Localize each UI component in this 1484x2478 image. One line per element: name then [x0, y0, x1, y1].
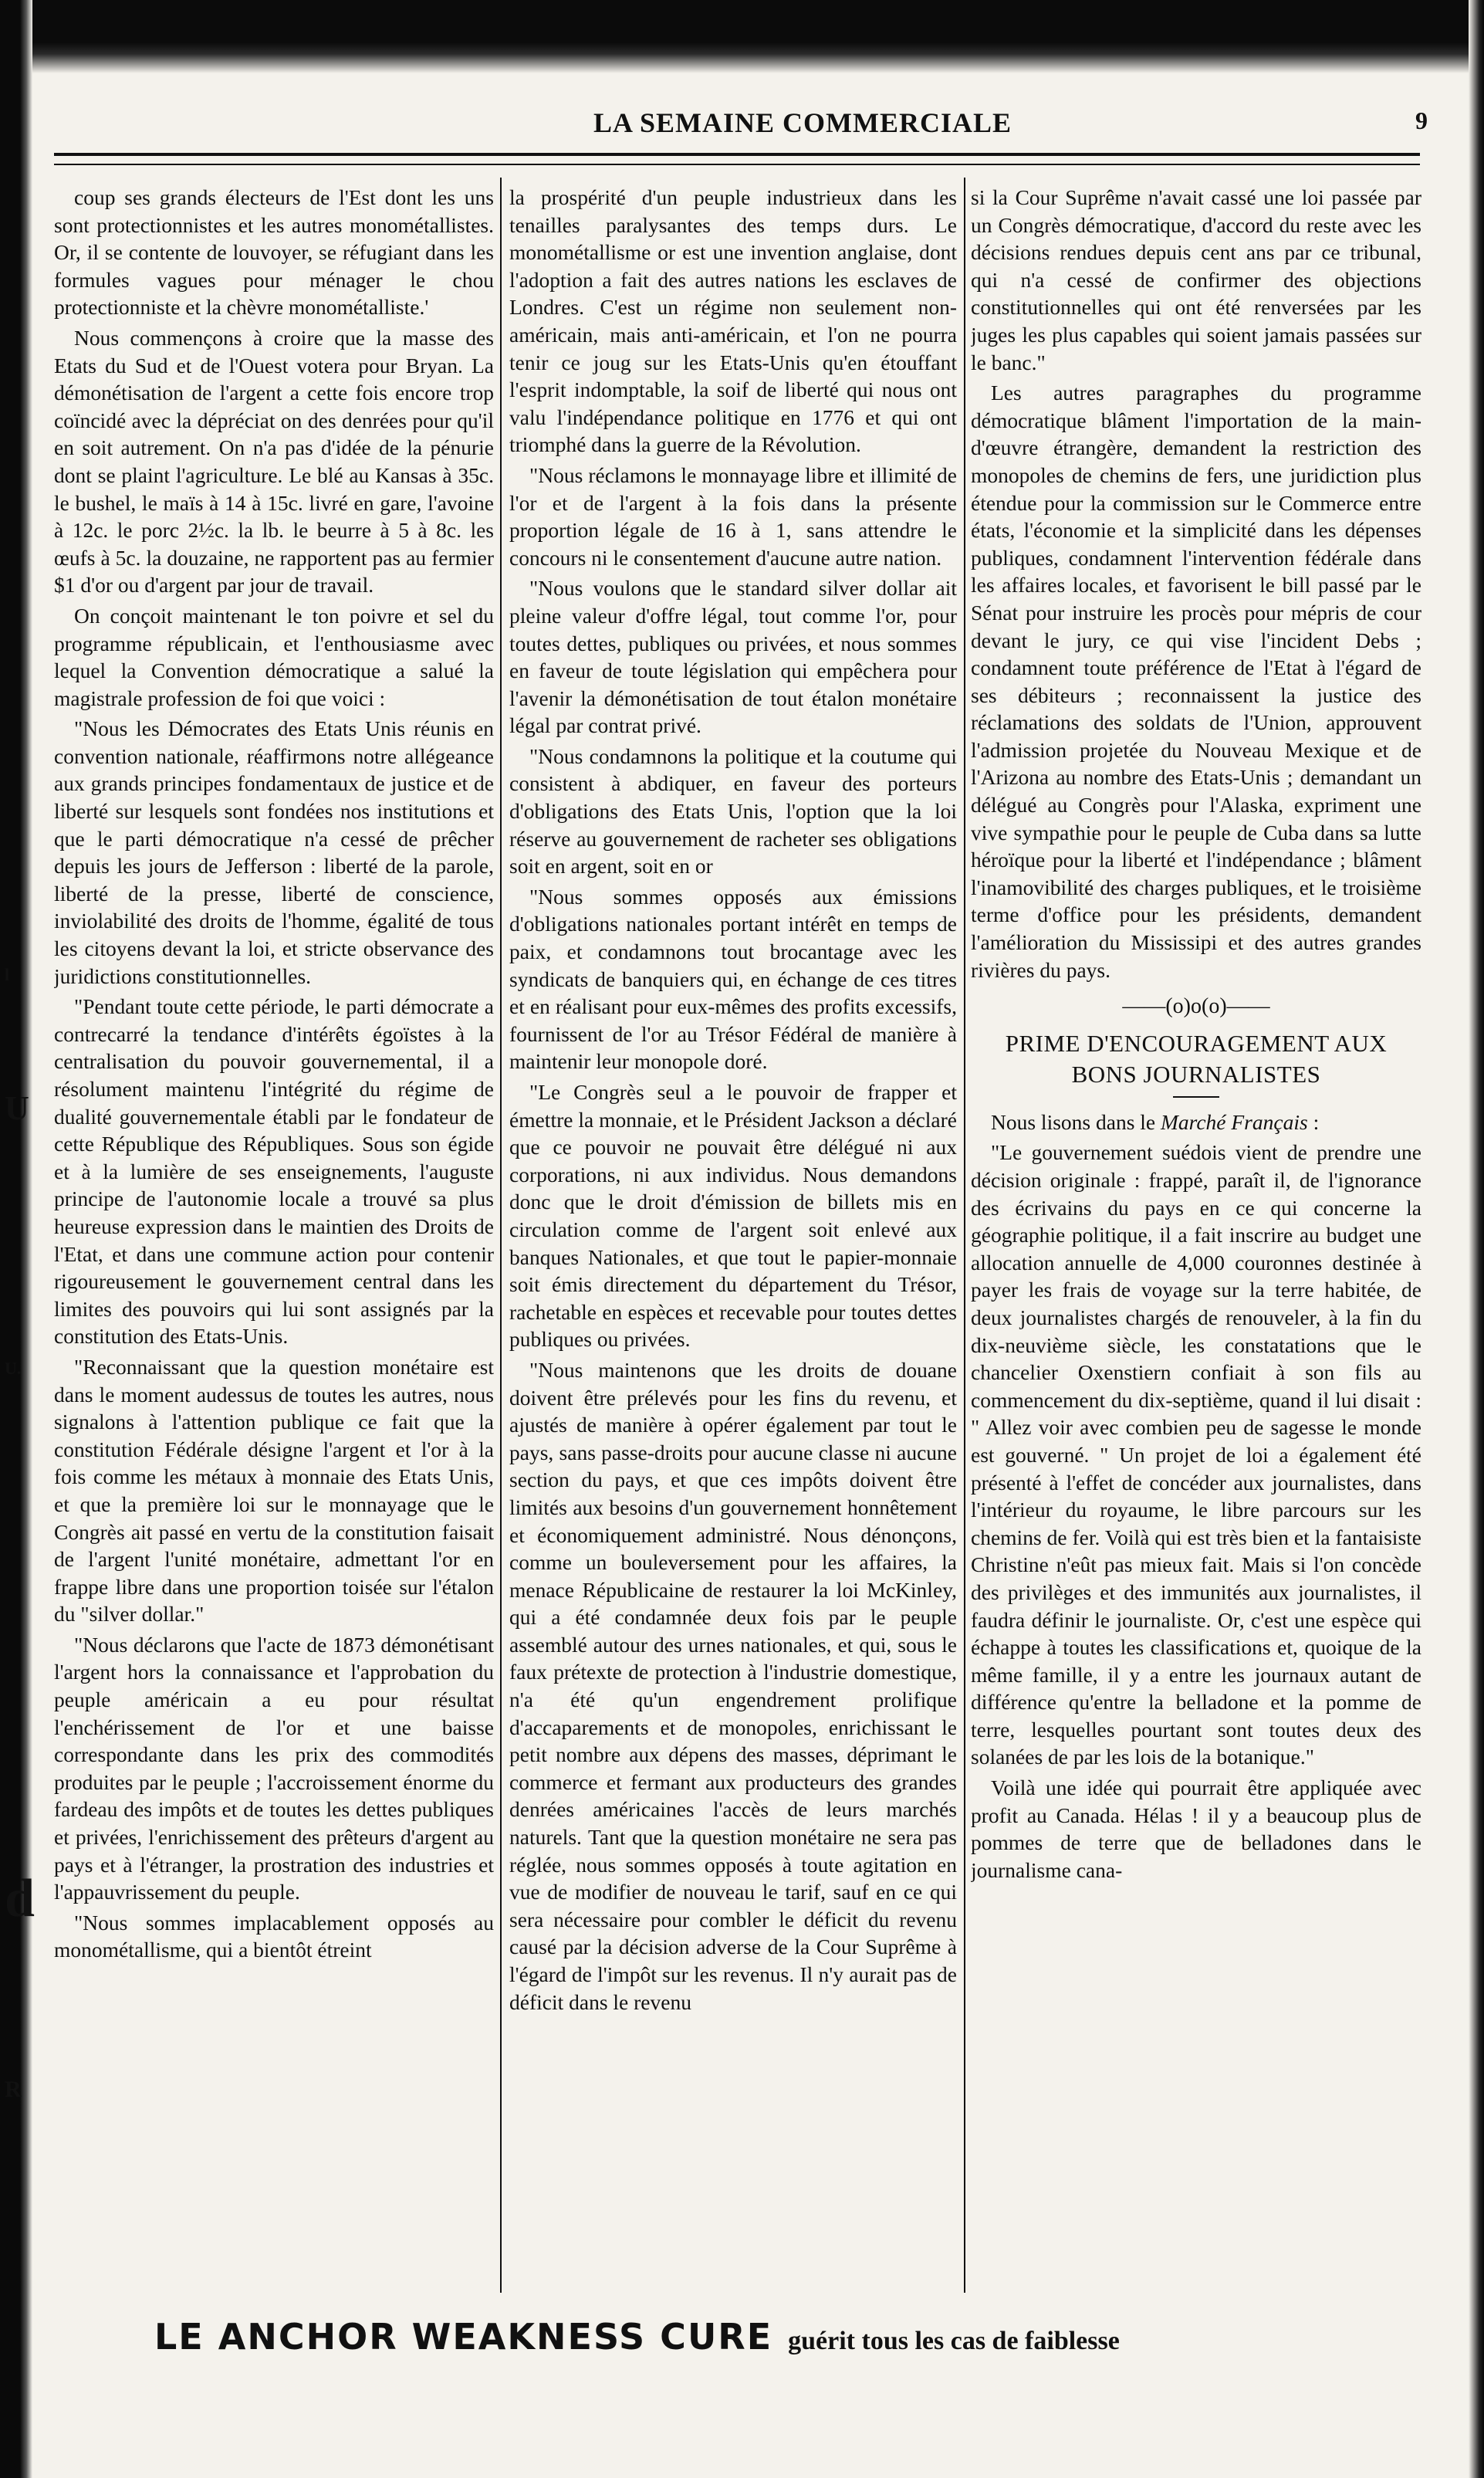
margin-fragment: U	[5, 1089, 29, 1127]
scan-border-left	[0, 0, 32, 2478]
paragraph: "Nous déclarons que l'acte de 1873 démonétisant l'argent hors la connaissance et l'approbation du peuple américain a eu pour résultat l'enchérissement de l'or et une baisse correspondante dans les prix des commodités produites par le peuple ; l'accroissement énorme du fardeau des impôts et de toutes les dettes publiques et privées, l'enrichissement des prêteurs d'argent au pays et à l'étranger, la prostration des industries et l'appauvrissement du peuple.	[54, 1632, 494, 1904]
paragraph: Les autres paragraphes du programme démocratique blâment l'importation de la main-d'œuvre étrangère, demandent la restriction des monopoles de chemins de fers, une juridiction plus étendue pour la commission sur le Commerce entre états, l'économie et la simplicité dans les dépenses publiques, condamnent l'intervention fédérale dans les affaires locales, et favorisent le bill passé par le Sénat pour instruire les procès pour mépris de cour devant le jury, ce qui vise l'incident Debs ; condamnent toute préférence de l'Etat à l'égard de ses débiteurs ; reconnaissent la justice des réclamations des soldats de l'Union, approuvent l'admission projetée du Nouveau Mexique et de l'Arizona au nombre des Etats-Unis ; demandant un délégué au Congrès pour l'Alaska, expriment une vive sympathie pour le peuple de Cuba dans sa lutte héroïque pour la liberté et l'indépendance ; blâment l'inamovibilité des charges publiques, et le troisième terme d'office pour les présidents, demandent l'amélioration du Mississipi et des autres grandes rivières du pays.	[971, 381, 1421, 982]
column-divider	[964, 178, 965, 2293]
paragraph: "Nous maintenons que les droits de douane doivent être prélevés pour les fins du revenu, et ajustés de manière à opérer également par tout le pays, sans passe-droits pour aucune classe ni aucune section du pays, et que ces impôts doivent être limités aux besoins d'un gouvernement honnêtement et économiquement administré. Nous dénonçons, comme un bouleversement pour les affaires, la menace Républicaine de restaurer la loi McKinley, qui a été condamnée deux fois par le peuple assemblé autour des urnes nationales, et qui, sous le faux prétexte de protection à l'industrie domestique, n'a été qu'un engendrement prolifique d'accaparements et de monopoles, enrichissant le petit nombre aux dépens des masses, déprimant le commerce et fermant aux producteurs des grandes denrées américaines l'accès de leurs marchés naturels. Tant que la question monétaire ne sera pas réglée, nous sommes opposés à toute agitation en vue de modifier de nouveau le tarif, sauf en ce qui sera nécessaire pour combler le déficit du revenu causé par la décision adverse de la Cour Suprême à l'égard de l'impôt sur les revenus. Il n'y aurait pas de déficit dans le revenu	[509, 1357, 957, 2014]
intro-text: Nous lisons dans le	[991, 1109, 1156, 1134]
margin-fragment: d	[5, 1869, 35, 1928]
column-2	[509, 184, 957, 2291]
margin-fragment: R	[5, 2077, 22, 2102]
column-divider	[500, 178, 502, 2293]
paragraph: "Reconnaissant que la question monétaire est dans le moment audessus de toutes les autres, nous signalons à l'attention publique ce fait que la constitution Fédérale désigne l'argent et l'or à la fois comme les métaux à monnaie des Etats Unis, et que la première loi sur le monnayage que le Congrès ait passé en vertu de la constitution faisait de l'argent l'unité monétaire, admettant l'or en frappe libre dans une proportion toisée sur l'étalon du "silver dollar."	[54, 1354, 494, 1627]
paragraph: "Nous sommes opposés aux émissions d'obligations nationales portant intérêt en temps de paix, et condamnons tout brocantage avec les syndicats de banquiers qui, en échange de ces titres et en réalisant pour eux-mêmes des profits excessifs, fournissent de l'or au Trésor Fédéral de manière à maintenir leur monopole doré.	[509, 884, 957, 1074]
paragraph: coup ses grands électeurs de l'Est dont les uns sont protectionnistes et les autres monométallistes. Or, il se contente de louvoyer, se réfugiant dans les formules vagues pour ménager le chou protectionniste et la chèvre monométalliste.'	[54, 185, 494, 320]
page-number: 9	[1415, 107, 1428, 134]
ad-tagline: guérit tous les cas de faiblesse	[788, 2327, 1120, 2355]
paragraph: la prospérité d'un peuple industrieux dans les tenailles paralysantes des temps durs. Le monométallisme or est une invention anglaise, dont l'adoption a fait des autres nations les esclaves de Londres. C'est un régime non seulement non-américain, mais anti-américain, et l'on ne pourra tenir ce joug sur les Etats-Unis qu'en étouffant l'esprit indomptable, la soif de liberté qui nous ont valu l'indépendance politique en 1776 et qui ont triomphé dans la guerre de la Révolution.	[509, 185, 957, 457]
margin-fragment: l	[5, 965, 10, 984]
paragraph: "Nous les Démocrates des Etats Unis réunis en convention nationale, réaffirmons notre allégeance aux grands principes fondamentaux de justice et de liberté sur lesquels sont fondées nos institutions et que le parti démocratique n'a cessé de prêcher depuis les jours de Jefferson : liberté de la parole, liberté de la presse, liberté de conscience, inviolabilité des droits de l'homme, égalité de tous les citoyens devant la loi, et stricte observance des juridictions constitutionnelles.	[54, 716, 494, 988]
paragraph: "Nous voulons que le standard silver dollar ait pleine valeur d'offre légal, tout comme l'or, pour toutes dettes, publiques ou privées, et nous sommes en faveur de toute législation qui empêchera pour l'avenir la démonétisation de tout étalon monétaire légal par contrat privé.	[509, 576, 957, 738]
section-separator: ——(o)o(o)——	[1122, 994, 1270, 1019]
column-3	[971, 184, 1421, 2291]
paragraph: "Pendant toute cette période, le parti démocrate a contrecarré la tendance d'intérêts égoïstes à la centralisation du pouvoir gouvernemental, il a résolument maintenu l'intégrité du régime de dualité gouvernementale établi par le fondateur de cette République des Républiques. Sous son égide et à la lumière de ses enseignements, l'auguste principe de l'autonomie locale a trouvé sa plus heureuse expression dans le maintien des Droits de l'Etat, et dans une commune action pour contenir rigoureusement le gouvernement central dans les limites des pouvoirs qui lui sont assignés par la constitution des Etats-Unis.	[54, 994, 494, 1349]
paragraph: "Nous sommes implacablement opposés au monométallisme, qui a bientôt étreint	[54, 1910, 494, 1962]
paragraph: "Le gouvernement suédois vient de prendre une décision originale : frappé, paraît il, de l'ignorance des écrivains du pays en ce qui concerne la géographie politique, il a fait inscrire au budget une allocation annuelle de 4,000 couronnes destinée à payer les frais de voyage sur la terre habitée, de deux journalistes chargés de renouveler, à la fin du dix-neuvième siècle, les constatations que le chancelier Oxenstiern confiait à son fils au commencement du dix-septième, quand il lui disait : " Allez voir avec combien peu de sagesse le monde est gouverné. " Un projet de loi a également été présenté à l'effet de concéder aux journalistes, dans l'intérieur du royaume, le libre parcours sur les chemins de fer. Voilà qui est très bien et la fantaisiste Christine n'eût pas mieux fait. Mais si l'on concède des privilèges et des immunités aux journalistes, il faudra définir le journaliste. Or, c'est une espèce qui échappe à toutes les classifications et, quoique de la même famille, il y a entre les journaux autant de différence qu'entre la belladone et la pomme de terre, lesquelles pourtant sont toutes deux des solanées de par les lois de la botanique."	[971, 1140, 1421, 1769]
paragraph: si la Cour Suprême n'avait cassé une loi passée par un Congrès démocratique, d'accord du reste avec les décisions rendues depuis cent ans par ce tribunal, qui n'a cessé de confirmer des objections constitutionnelles qui ont été renversées par les juges les plus capables qui soient jamais passées sur le banc."	[971, 185, 1421, 374]
newspaper-title: LA SEMAINE COMMERCIALE	[593, 107, 1012, 138]
column-1	[54, 184, 494, 2291]
masthead	[177, 107, 1428, 145]
margin-fragment: U.	[5, 1359, 22, 1378]
paragraph: "Nous réclamons le monnayage libre et illimité de l'or et de l'argent à la fois dans la présente proportion légale de 16 à 1, sans attendre le concours ni le consentement d'aucune autre nation.	[509, 462, 957, 570]
article-intro: Nous lisons dans le Marché Français :	[991, 1109, 1320, 1134]
header-rule	[54, 153, 1420, 165]
scan-border-top	[0, 0, 1484, 73]
paragraph: On conçoit maintenant le ton poivre et sel du programme républicain, et l'enthousiasme avec lequel la Convention démocratique a salué la magistrale profession de foi que voici :	[54, 603, 494, 710]
source-name: Marché Français	[1161, 1109, 1308, 1134]
advertisement	[154, 2316, 1389, 2362]
scan-border-right	[1469, 0, 1484, 2478]
paragraph: "Nous condamnons la politique et la coutume qui consistent à abdiquer, en faveur des porteurs d'obligations des Etats Unis, l'option que la loi réserve au gouvernement de racheter ses obligations soit en argent, soit en or	[509, 743, 957, 878]
paragraph: Nous commençons à croire que la masse des Etats du Sud et de l'Ouest votera pour Bryan. La démonétisation de l'argent a cette fois encore trop coïncidé avec la dépréciat on des denrées pour qu'il en soit autrement. On n'a pas d'idée de la pénurie dont se plaint l'agriculture. Le blé au Kansas à 35c. le bushel, le maïs à 14 à 15c. livré en gare, l'avoine à 12c. le porc 2½c. la lb. le beurre à 5 à 8c. les œufs à 5c. la douzaine, ne rapportent pas au fermier $1 d'or ou d'argent par jour de travail.	[54, 325, 494, 597]
article-title: PRIME D'ENCOURAGEMENT AUX BONS JOURNALISTES	[1005, 1029, 1388, 1088]
paragraph: Voilà une idée qui pourrait être appliquée avec profit au Canada. Hélas ! il y a beaucoup plus de pommes de terre que de belladones dans le journalisme cana-	[971, 1776, 1421, 1882]
paragraph: "Le Congrès seul a le pouvoir de frapper et émettre la monnaie, et le Président Jackson a déclaré que ce pouvoir ne pouvait être délégué ni aux corporations, ni aux individus. Nous demandons donc que le droit d'émission de billets mis en circulation comme de l'argent soit enlevé aux banques Nationales, et que tout le papier-monnaie soit émis directement du département du Trésor, rachetable en espèces et recevable pour toutes dettes publiques ou privées.	[509, 1080, 957, 1352]
ad-headline: LE ANCHOR WEAKNESS CURE	[154, 2316, 773, 2358]
title-rule	[1173, 1096, 1219, 1098]
